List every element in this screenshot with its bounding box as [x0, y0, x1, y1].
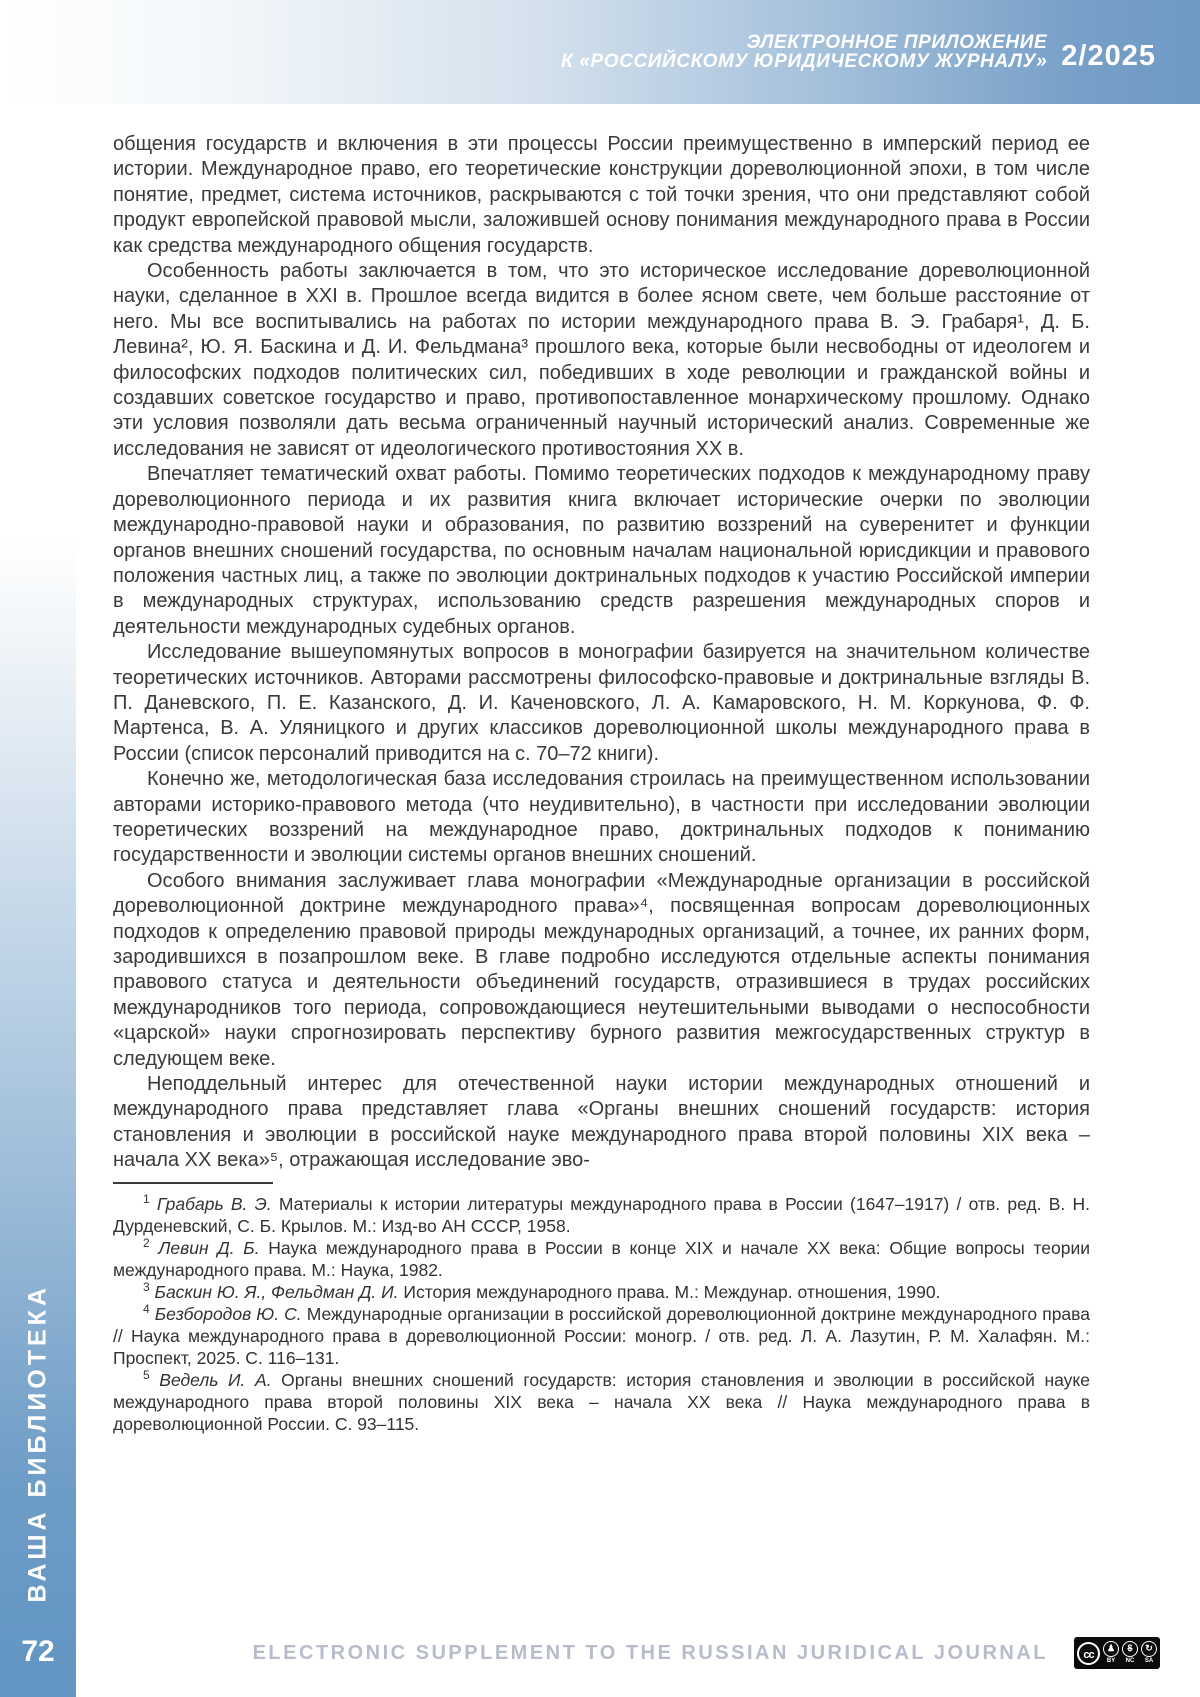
- body-paragraph: Исследование вышеупомянутых вопросов в монографии базируется на значительном количестве теоретических источников. Авторами рассмотрены философско-правовые и доктринальные взгляды В. П. Даневского, П. Е. Казанского, Д. И. Каченовского, Л. А. Камаровского, Н. М. Коркунова, Ф. Ф. Мартенса, В. А. Уляницкого и других классиков дореволюционной школы международного права в России (список персоналий приводится на с. 70–72 книги).: [113, 641, 1090, 765]
- footnote-author: Левин Д. Б.: [149, 1237, 260, 1258]
- journal-title-line1: ЭЛЕКТРОННОЕ ПРИЛОЖЕНИЕ: [746, 32, 1048, 53]
- footnote-marker: 2: [143, 1235, 150, 1250]
- footnote: [113, 1281, 1090, 1303]
- body-paragraph: Конечно же, методологическая база исследования строилась на преимущественном использовании авторами историко-правового метода (что неудивительно), в частности при исследовании эволюции теоретических воззрений на международное право, доктринальных подходов к пониманию государственности и эволюции системы органов внешних сношений.: [113, 768, 1090, 867]
- footnote-text: Органы внешних сношений государств: история становления и эволюции в российской науке международного права второй половины XIX века – начала XX века // Наука международного права в дореволюционной России. С. 93–115.: [113, 1369, 1090, 1434]
- body-paragraph: Особого внимания заслуживает глава монографии «Международные организации в российской дореволюционной доктрине международного права»⁴, посвященная вопросам дореволюционных подходов к определению правовой природы международных организаций, а точнее, их ранних форм, зародившихся в позапрошлом веке. В главе подробно исследуются отдельные аспекты понимания правового статуса и деятельности объединений государств, отразившиеся в трудах российских международников того периода, сопровождающиеся неутешительными выводами о неспособности «царской» науки спрогнозировать перспективу бурного развития межгосударственных структур в следующем веке.: [113, 869, 1090, 1070]
- footnote-text: Материалы к истории литературы международного права в России (1647–1917) / отв. ред. В. Н. Дурденевский, С. Б. Крылов. М.: Изд-во АН СССР, 1958.: [113, 1193, 1090, 1236]
- footnote-separator: [113, 1182, 273, 1184]
- footnote-author: Ведель И. А.: [149, 1369, 272, 1390]
- journal-title: [561, 33, 1047, 71]
- footnote: [113, 1237, 1090, 1281]
- cc-sa-label: SA: [1144, 1658, 1154, 1664]
- cc-nc-dollar-icon: $: [1122, 1641, 1138, 1657]
- body-paragraph: общения государств и включения в эти процессы России преимущественно в имперский период ее истории. Международное право, его теоретические конструкции дореволюционной эпохи, в том числе понятие, предмет, система источников, раскрываются с той точки зрения, что они представляют собой продукт европейской правовой мысли, заложившей основу понимания международного права в России как средства международного общения государств.: [113, 133, 1090, 257]
- cc-nc-label: NC: [1125, 1658, 1135, 1664]
- cc-by-label: BY: [1106, 1658, 1116, 1664]
- journal-title-line2: К «РОССИЙСКОМУ ЮРИДИЧЕСКОМУ ЖУРНАЛУ»: [561, 51, 1048, 72]
- footnote-author: Грабарь В. Э.: [149, 1193, 272, 1214]
- footnote-author: Безбородов Ю. С.: [149, 1303, 302, 1324]
- footnote: [113, 1303, 1090, 1369]
- issue-number: 2/2025: [1061, 39, 1156, 72]
- footnote-author: Баскин Ю. Я., Фельдман Д. И.: [149, 1281, 399, 1302]
- cc-icon: cc: [1077, 1642, 1100, 1665]
- rubric-strip: [0, 540, 76, 1697]
- article-body: [113, 132, 1090, 1435]
- footnote: [113, 1193, 1090, 1237]
- cc-sa-arrow-icon: ↻: [1141, 1641, 1157, 1657]
- page-footer: [113, 1637, 1160, 1669]
- footnote-list: [113, 1193, 1090, 1435]
- footnote-text: История международного права. М.: Междунар. отношения, 1990.: [398, 1281, 941, 1302]
- cc-by-item: [1103, 1641, 1119, 1665]
- footnote-marker: 3: [143, 1279, 150, 1294]
- paragraph-list: [113, 132, 1090, 1174]
- footnote-marker: 1: [143, 1191, 150, 1206]
- cc-nc-item: [1122, 1641, 1138, 1665]
- footnote-text: Наука международного права в России в конце XIX и начале XX века: Общие вопросы теории международного права. М.: Наука, 1982.: [113, 1237, 1091, 1280]
- footnote-marker: 4: [143, 1301, 150, 1316]
- footnote: [113, 1369, 1090, 1435]
- body-paragraph: Неподдельный интерес для отечественной науки истории международных отношений и международного права представляет глава «Органы внешних сношений государств: история становления и эволюции в российской науке международного права второй половины XIX века – начала XX века»⁵, отражающая исследование эво-: [113, 1073, 1090, 1172]
- page-number: 72: [21, 1635, 55, 1668]
- footnote-text: Международные организации в российской дореволюционной доктрине международного права // Наука международного права в дореволюционной России: моногр. / отв. ред. Л. А. Лазутин, Р. М. Халафян. М.: Проспект, 2025. С. 116–131.: [113, 1303, 1090, 1368]
- footnote-marker: 5: [143, 1367, 150, 1382]
- body-paragraph: Особенность работы заключается в том, что это историческое исследование дореволюционной науки, сделанное в XXI в. Прошлое всегда видится в более ясном свете, чем больше расстояние от него. Мы все воспитывались на работах по истории международного права В. Э. Грабаря¹, Д. Б. Левина², Ю. Я. Баскина и Д. И. Фельдмана³ прошлого века, которые были несвободны от идеологем и философских подходов политических сил, победивших в ходе революции и гражданской войны и создавших советское государство и право, противопоставленное монархическому прошлому. Однако эти условия позволяли дать весьма ограниченный научный исторический анализ. Современные же исследования не зависят от идеологического противостояния XX в.: [113, 260, 1090, 460]
- rubric-label: ВАША БИБЛИОТЕКА: [23, 1283, 52, 1602]
- cc-by-person-icon: ♟: [1103, 1641, 1119, 1657]
- cc-license-badge[interactable]: [1074, 1637, 1160, 1669]
- body-paragraph: Впечатляет тематический охват работы. Помимо теоретических подходов к международному праву дореволюционного периода и их развития книга включает исторические очерки по эволюции международно-правовой науки и образования, по развитию воззрений на суверенитет и функции органов внешних сношений государства, по основным началам национальной юрисдикции и правового положения частных лиц, а также по эволюции доктринальных подходов к участию Российской империи в международных структурах, использованию средств разрешения международных споров и деятельности международных судебных органов.: [113, 463, 1090, 638]
- page-header: [0, 0, 1200, 104]
- footer-journal-title: ELECTRONIC SUPPLEMENT TO THE RUSSIAN JURIDICAL JOURNAL: [252, 1641, 1048, 1664]
- cc-sa-item: [1141, 1641, 1157, 1665]
